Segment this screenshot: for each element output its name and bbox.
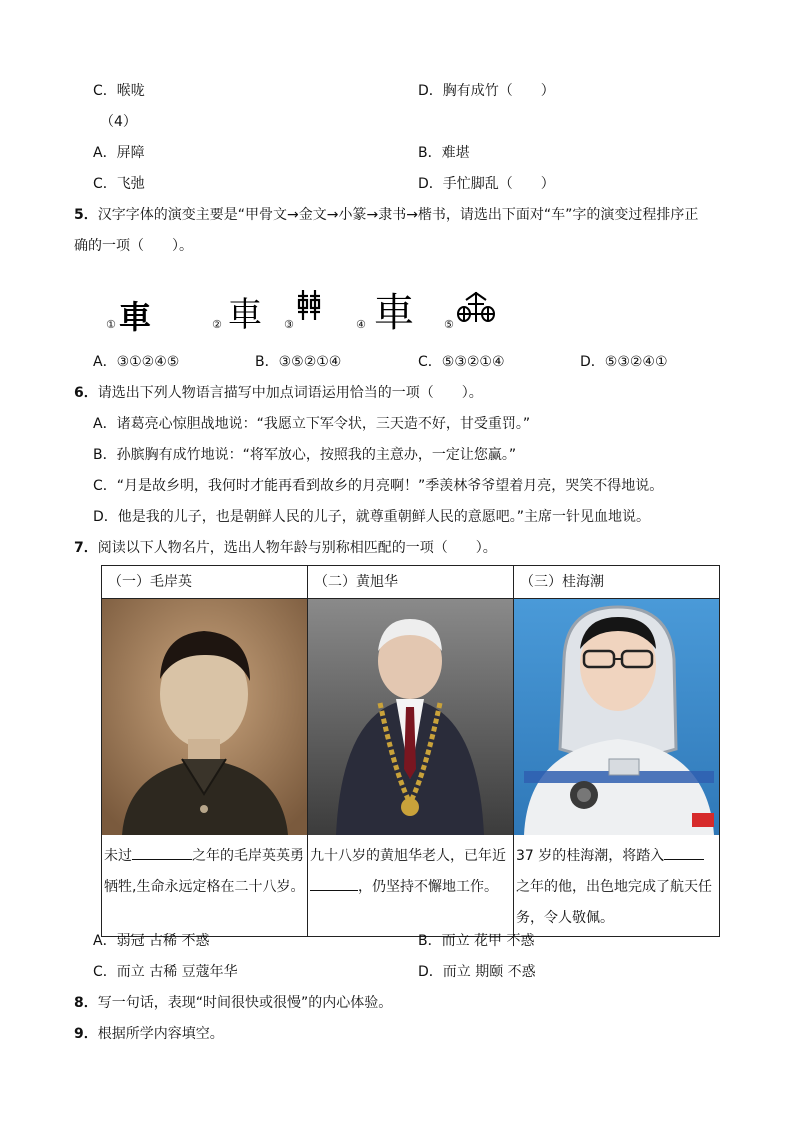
q4-option-b2: B．难堪 xyxy=(418,145,470,161)
card-header-1-text: （一）毛岸英 xyxy=(108,574,192,590)
char-glyph-2: 車 xyxy=(228,295,262,335)
q7-option-d: D．而立 期颐 不惑 xyxy=(418,964,536,980)
q6-stem xyxy=(74,383,483,403)
char-glyph-3-seal-icon xyxy=(296,288,322,322)
q4-option-d: D．胸有成竹（ ） xyxy=(418,83,555,99)
caption-2-pre: 九十八岁的黄旭华老人，已年近 xyxy=(310,848,506,864)
q7-text: 阅读以下人物名片，选出人物年龄与别称相匹配的一项（ ）。 xyxy=(97,540,497,556)
portrait-photo-1 xyxy=(102,599,307,835)
person-silhouette-icon xyxy=(308,599,513,835)
card-caption-3 xyxy=(514,835,719,936)
char-label-2: ② xyxy=(212,318,222,331)
q6-option-b: B．孙膑胸有成竹地说：“将军放心，按照我的主意办，一定让您赢。” xyxy=(93,447,517,463)
card-caption-1 xyxy=(102,835,307,905)
card-body-1 xyxy=(102,599,308,937)
card-body-3 xyxy=(514,599,720,937)
char-label-4: ④ xyxy=(356,318,366,331)
portrait-photo-3 xyxy=(514,599,719,835)
q7-number: 7． xyxy=(74,540,98,556)
caption-2-post: ，仍坚持不懈地工作。 xyxy=(358,879,498,895)
char-label-1: ① xyxy=(106,318,116,331)
caption-1-post: 之年的毛岸英英勇牺牲,生命永远定格在二十八岁。 xyxy=(104,848,305,895)
q5-number: 5． xyxy=(74,207,98,223)
q5-text-2: 确的一项（ ）。 xyxy=(74,238,193,254)
q5-option-c: C．⑤③②①④ xyxy=(418,354,505,370)
q6-text: 请选出下列人物语言描写中加点词语运用恰当的一项（ ）。 xyxy=(97,385,483,401)
q6-option-a: A．诸葛亮心惊胆战地说：“我愿立下军令状，三天造不好，甘受重罚。” xyxy=(93,416,531,432)
caption-1-pre: 未过 xyxy=(104,848,132,864)
caption-3-post: 之年的他，出色地完成了航天任务，令人敬佩。 xyxy=(516,879,712,926)
char-glyph-1: 車 xyxy=(119,298,152,336)
card-body-2 xyxy=(308,599,514,937)
q7-option-b: B．而立 花甲 不惑 xyxy=(418,933,535,949)
portrait-photo-2 xyxy=(308,599,513,835)
q5-option-a: A．③①②④⑤ xyxy=(93,354,180,370)
astronaut-silhouette-icon xyxy=(514,599,719,835)
q7-stem xyxy=(74,538,497,558)
q7-option-c: C．而立 古稀 豆蔻年华 xyxy=(93,964,238,980)
q5-option-b: B．③⑤②①④ xyxy=(255,354,342,370)
card-header-2-text: （二）黄旭华 xyxy=(314,574,398,590)
q6-option-d: D．他是我的儿子，也是朝鲜人民的儿子，就尊重朝鲜人民的意愿吧。”主席一针见血地说。 xyxy=(93,509,651,525)
q4-option-a2: A．屏障 xyxy=(93,145,145,161)
q6-number: 6． xyxy=(74,385,98,401)
char-glyph-5-oracle-icon xyxy=(456,290,496,324)
card-header-3-text: （三）桂海潮 xyxy=(520,574,604,590)
card-header-2 xyxy=(308,566,514,599)
blank-2 xyxy=(310,876,358,891)
card-header-1 xyxy=(102,566,308,599)
q5-text-1: 汉字字体的演变主要是“甲骨文→金文→小篆→隶书→楷书，请选出下面对“车”字的演变过程排序正 xyxy=(97,207,699,223)
q5-option-d: D．⑤③②④① xyxy=(580,354,668,370)
char-label-3: ③ xyxy=(284,318,294,331)
blank-3a xyxy=(664,845,704,860)
person-silhouette-icon xyxy=(102,599,307,835)
q4-option-c: C．喉咙 xyxy=(93,83,145,99)
card-header-3 xyxy=(514,566,720,599)
q9-number: 9． xyxy=(74,1026,98,1042)
char-glyph-4: 車 xyxy=(374,290,414,336)
q7-option-a: A．弱冠 古稀 不惑 xyxy=(93,933,210,949)
q9-stem xyxy=(74,1024,224,1044)
caption-3-pre: 37 岁的桂海潮，将踏入 xyxy=(516,848,665,864)
q4-subnum: （4） xyxy=(100,114,137,130)
q6-option-c: C．“月是故乡明，我何时才能再看到故乡的月亮啊！”季羡林爷爷望着月亮，哭笑不得地说。 xyxy=(93,478,664,494)
q8-stem xyxy=(74,993,392,1013)
card-caption-2 xyxy=(308,835,513,905)
q9-text: 根据所学内容填空。 xyxy=(97,1026,224,1042)
q4-option-d2: D．手忙脚乱（ ） xyxy=(418,176,555,192)
q4-option-c2: C．飞弛 xyxy=(93,176,145,192)
q8-number: 8． xyxy=(74,995,98,1011)
q5-stem xyxy=(74,205,698,225)
char-label-5: ⑤ xyxy=(444,318,454,331)
person-cards-table xyxy=(101,565,720,937)
q8-text: 写一句话，表现“时间很快或很慢”的内心体验。 xyxy=(97,995,393,1011)
blank-1 xyxy=(132,845,192,860)
